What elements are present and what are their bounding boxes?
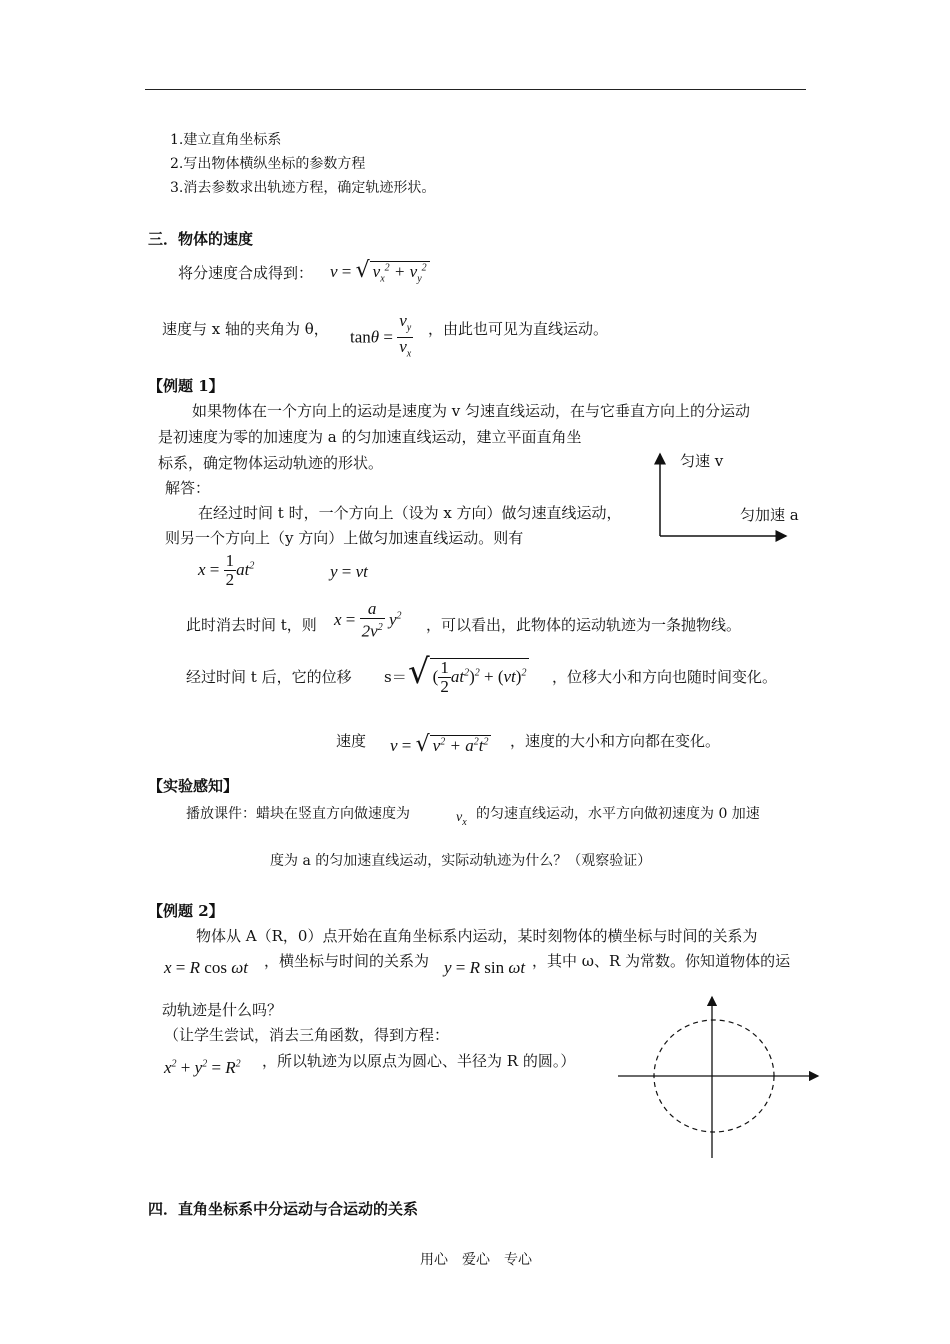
- label-accel-a: 匀加速 a: [740, 506, 799, 524]
- experiment-heading: 【实验感知】: [148, 777, 239, 795]
- example2-line3: 动轨迹是什么吗？: [162, 1001, 283, 1019]
- example1-line5: 则另一个方向上（y 方向）上做匀加速直线运动。则有: [165, 529, 524, 547]
- tan-formula: tanθ = $\frac{v_y}{v_x}$: [350, 311, 412, 360]
- answer-label: 解答：: [165, 479, 211, 497]
- example2-line1: 物体从 A（R，0）点开始在直角坐标系内运动，某时刻物体的横坐标与时间的关系为: [196, 927, 758, 945]
- example1-line3: 标系，确定物体运动轨迹的形状。: [158, 454, 384, 472]
- example2-line4: （让学生尝试，消去三角函数，得到方程：: [164, 1026, 450, 1044]
- example1-line1: 如果物体在一个方向上的运动是速度为 v 匀速直线运动，在与它垂直方向上的分运动: [192, 402, 751, 420]
- section4-heading: 四．直角坐标系中分运动与合运动的关系: [148, 1200, 419, 1218]
- circle-trajectory-diagram: [612, 992, 827, 1160]
- example1-line6-post: ，可以看出，此物体的运动轨迹为一条抛物线。: [426, 616, 742, 634]
- y-equation: y = vt: [330, 562, 368, 581]
- example1-line7-pre: 经过时间 t 后，它的位移: [186, 668, 352, 686]
- compose-text: 将分速度合成得到：: [178, 264, 314, 282]
- step-3: 3.消去参数求出轨迹方程，确定轨迹形状。: [170, 180, 436, 196]
- experiment-line1-post: 的匀速直线运动，水平方向做初速度为 0 加速: [476, 806, 760, 822]
- experiment-line2: 度为 a 的匀加速直线运动，实际动轨迹为什么？（观察验证）: [270, 853, 652, 869]
- header-rule: [145, 89, 806, 90]
- angle-text: 速度与 x 轴的夹角为 θ，: [162, 320, 329, 338]
- y-sin-formula: y = R sin ωt: [444, 958, 526, 977]
- trajectory-equation: x = $\frac{a}{2v^2}$ $y^2$: [334, 599, 402, 641]
- velocity-formula: v = √ $v^2 + a^2t^2$: [390, 732, 491, 757]
- step-1: 1.建立直角坐标系: [170, 132, 282, 148]
- example1-line4: 在经过时间 t 时，一个方向上（设为 x 方向）做匀速直线运动，: [198, 504, 622, 522]
- example2-line5-post: ，所以轨迹为以原点为圆心、半径为 R 的圆。）: [262, 1052, 576, 1070]
- circle-equation: $x^2 + y^2 = R^2$: [164, 1058, 241, 1077]
- example1-line8-post: ，速度的大小和方向都在变化。: [510, 732, 721, 750]
- example1-line7-post: ，位移大小和方向也随时间变化。: [552, 668, 778, 686]
- vx-symbol: $v_x$: [456, 810, 467, 829]
- label-uniform-v: 匀速 v: [680, 452, 724, 470]
- displacement-s: s＝: [384, 668, 407, 686]
- x-equation: x = $\frac{1}{2}$ $at^2$: [198, 551, 255, 589]
- example1-line2: 是初速度为零的加速度为 a 的匀加速直线运动，建立平面直角坐: [158, 428, 582, 446]
- example2-heading: 【例题 2】: [148, 902, 224, 920]
- angle-tail: ，由此也可见为直线运动。: [428, 320, 609, 338]
- x-cos-formula: x = R cos ωt: [164, 958, 248, 977]
- example2-line2-post: ，其中 ω、R 为常数。你知道物体的运: [532, 952, 791, 970]
- example2-line2-mid: ，横坐标与时间的关系为: [264, 952, 430, 970]
- example1-line8-pre: 速度: [336, 732, 367, 750]
- example1-line6-pre: 此时消去时间 t，则: [186, 616, 317, 634]
- page-footer: 用心 爱心 专心: [420, 1252, 532, 1268]
- speed-formula: v = √ $v_x^2 + v_y^2$: [330, 258, 430, 284]
- displacement-formula: √ ( $\frac{1}{2}$ $at^2)^2 + (vt)^2$: [408, 652, 529, 696]
- step-2: 2.写出物体横纵坐标的参数方程: [170, 156, 366, 172]
- experiment-line1-pre: 播放课件：蜡块在竖直方向做速度为: [186, 806, 410, 822]
- section3-heading: 三．物体的速度: [148, 230, 254, 248]
- example1-heading: 【例题 1】: [148, 377, 224, 395]
